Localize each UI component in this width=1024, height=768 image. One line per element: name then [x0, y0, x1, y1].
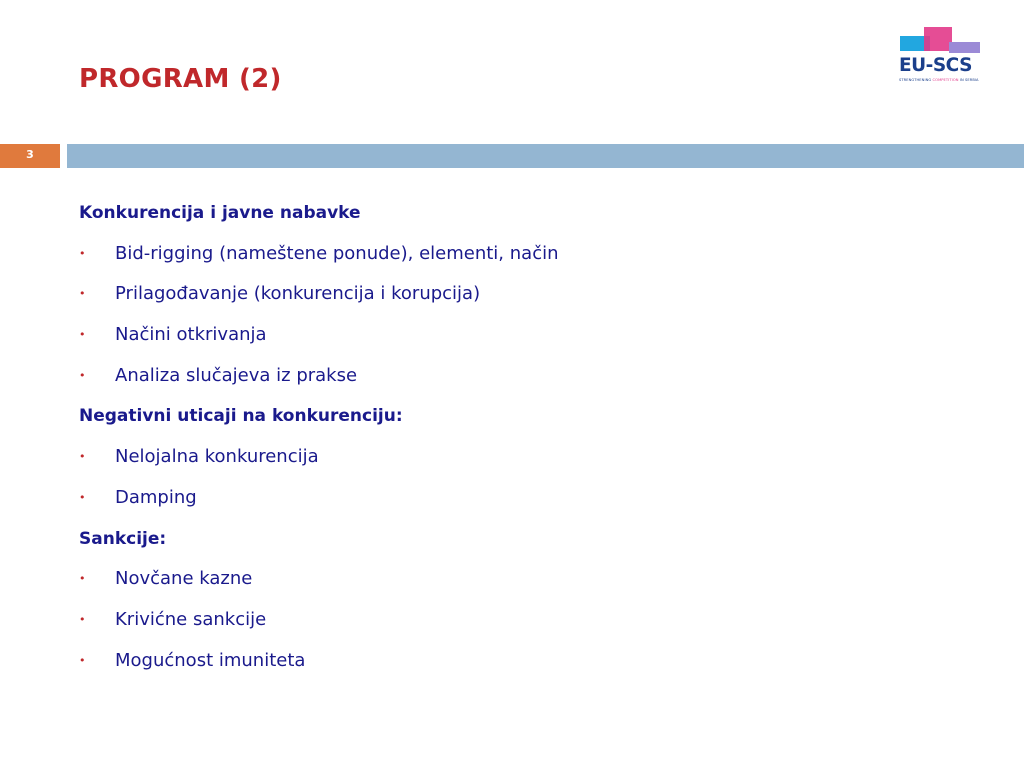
logo-pink-block [924, 27, 952, 51]
list-item: • Analiza slučajeva iz prakse [79, 361, 979, 402]
list-item: • Nelojalna konkurencija [79, 442, 979, 483]
bullet-icon: • [79, 612, 86, 626]
bullet-icon: • [79, 450, 86, 464]
page-number: 3 [0, 144, 60, 168]
bullet-icon: • [79, 246, 86, 260]
header-accent-bar [67, 144, 1024, 168]
section-heading: Sankcije: [79, 528, 167, 549]
bullet-icon: • [79, 572, 86, 586]
slide-title: PROGRAM (2) [79, 64, 282, 94]
bullet-icon: • [79, 328, 86, 342]
eu-scs-logo [898, 27, 982, 85]
bullet-icon: • [79, 368, 86, 382]
logo-purple-block [949, 42, 980, 53]
list-item: • Mogućnost imuniteta [79, 646, 979, 687]
slide-content [79, 198, 979, 686]
section-heading: Konkurencija i javne nabavke [79, 203, 361, 223]
bullet-icon: • [79, 287, 86, 301]
section-heading: Negativni uticaji na konkurenciju: [79, 406, 403, 427]
bullet-icon: • [79, 490, 86, 504]
list-item: • Bid-rigging (nameštene ponude), elementi, način [79, 239, 979, 280]
list-item: • Prilagođavanje (konkurencija i korupcija) [79, 279, 979, 320]
logo-text: EU-SCS [899, 55, 972, 76]
logo-tagline: STRENGTHENING COMPETITION IN SERBIA [899, 78, 979, 82]
list-item: • Damping [79, 483, 979, 524]
list-item: • Novčane kazne [79, 564, 979, 605]
list-item: • Krivićne sankcije [79, 605, 979, 646]
bullet-icon: • [79, 653, 86, 667]
list-item: • Načini otkrivanja [79, 320, 979, 361]
